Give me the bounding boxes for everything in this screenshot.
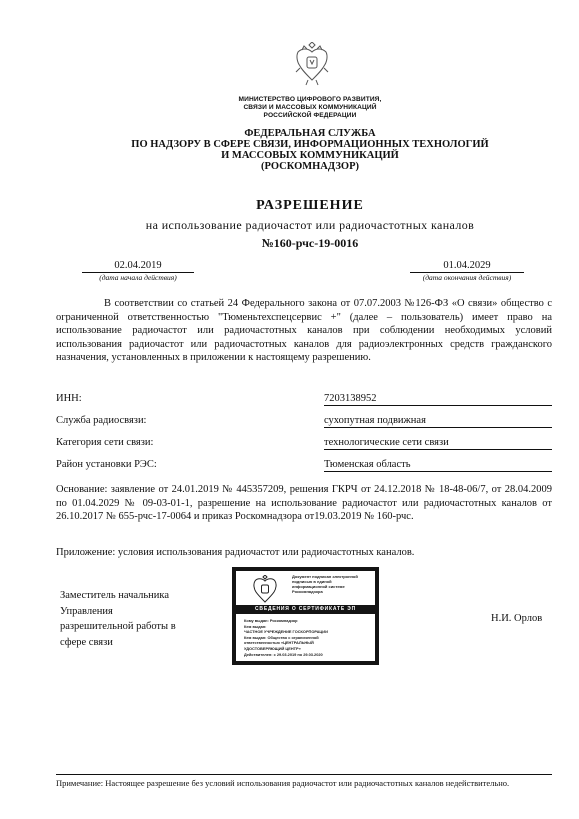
agency-line-3: И МАССОВЫХ КОММУНИКАЦИЙ — [221, 150, 399, 161]
stamp-line-7: Действителен: с 29.03.2019 по 29.03.2020 — [244, 651, 323, 657]
start-date-value: 02.04.2019 — [114, 260, 162, 271]
ministry-line-3: РОССИЙСКОЙ ФЕДЕРАЦИИ — [263, 112, 357, 119]
document-number: №160-рчс-19-0016 — [261, 236, 359, 250]
stamp-line-2: Кем выдан: — [244, 623, 267, 629]
field-label-inn: ИНН: — [56, 393, 82, 404]
signatory-name: Н.И. Орлов — [491, 613, 543, 624]
field-label-radio-service: Служба радиосвязи: — [56, 415, 147, 426]
position-line-4: сфере связи — [60, 636, 113, 648]
state-emblem-icon — [294, 42, 330, 86]
agency-line-2: ПО НАДЗОРУ В СФЕРЕ СВЯЗИ, ИНФОРМАЦИОННЫХ ТЕХНОЛОГИЙ — [131, 139, 489, 150]
stamp-line-1: Кому выдан: Роскомнадзор — [244, 618, 298, 623]
stamp-band: СВЕДЕНИЯ О СЕРТИФИКАТЕ ЭП — [236, 605, 375, 614]
field-value-network-category: технологические сети связи — [324, 436, 552, 450]
field-label-installation-area: Район установки РЭС: — [56, 459, 157, 470]
stamp-org-line-3: информационной системе — [292, 584, 345, 589]
stamp-details — [244, 618, 372, 657]
stamp-line-5: ответственностью «ЦЕНТРАЛЬНЫЙ — [244, 640, 314, 646]
end-date-value: 01.04.2029 — [443, 260, 491, 271]
position-line-2: Управления — [60, 605, 113, 617]
intro-paragraph: В соответствии со статьей 24 Федерального закона от 07.07.2003 №126-ФЗ «О связи» общество с ограниченной ответственностью "Тюменьтехспецсервис +" (далее – пользователь) имеет право на использование радиочастот или радиочастотных каналов при соблюдении необходимых условий использования радиочастот или радиочастотных каналов для радиоэлектронных средств гражданского назначения, установленных в приложении к настоящему разрешению. — [56, 298, 552, 363]
position-line-3: разрешительной работы в — [60, 621, 176, 632]
stamp-org-line-4: Роскомнадзора — [292, 589, 323, 594]
field-value-inn: 7203138952 — [324, 392, 552, 406]
footer-divider — [56, 774, 552, 775]
stamp-organization — [292, 574, 372, 594]
ministry-line-1: МИНИСТЕРСТВО ЦИФРОВОГО РАЗВИТИЯ, — [238, 96, 382, 103]
ministry-name — [150, 96, 470, 120]
stamp-org-line-1: Документ подписан электронной — [292, 574, 358, 579]
stamp-emblem-icon — [252, 575, 278, 603]
agency-line-4: (РОСКОМНАДЗОР) — [260, 161, 359, 172]
end-date-caption: (дата окончания действия) — [422, 273, 512, 282]
end-date — [410, 260, 524, 282]
document-title: РАЗРЕШЕНИЕ — [256, 198, 364, 213]
electronic-signature-stamp — [232, 567, 379, 665]
ministry-line-2: СВЯЗИ И МАССОВЫХ КОММУНИКАЦИЙ — [243, 104, 377, 111]
field-label-network-category: Категория сети связи: — [56, 437, 154, 448]
stamp-line-6: УДОСТОВЕРЯЮЩИЙ ЦЕНТР» — [244, 645, 301, 651]
basis-paragraph: Основание: заявление от 24.01.2019 № 445357209, решения ГКРЧ от 24.12.2018 № 18-48-06/7, от 28.04.2009 по 01.04.2029 № 09-03-01-1, разрешение на использование радиочастот или радиочастотных каналов от 26.10.2017 № 655-рчс-17-0064 и приказ Роскомнадзора от19.03.2019 № 160-рчс. — [56, 484, 552, 522]
stamp-inner — [236, 571, 375, 661]
start-date — [82, 260, 194, 282]
appendix-line: Приложение: условия использования радиочастот или радиочастотных каналов. — [56, 547, 415, 558]
agency-name — [80, 128, 540, 172]
agency-line-1: ФЕДЕРАЛЬНАЯ СЛУЖБА — [244, 128, 376, 139]
stamp-line-4: Кем выдан: Общество с ограниченной — [244, 634, 319, 640]
field-value-radio-service: сухопутная подвижная — [324, 414, 552, 428]
field-value-installation-area: Тюменская область — [324, 458, 552, 472]
signatory-position — [60, 588, 200, 650]
position-line-1: Заместитель начальника — [60, 590, 170, 601]
start-date-caption: (дата начала действия) — [99, 273, 177, 282]
document-subtitle: на использование радиочастот или радиочастотных каналов — [145, 218, 475, 232]
stamp-line-3: ЧАСТНОЕ УЧРЕЖДЕНИЕ ГОСКОРПОРАЦИИ — [244, 629, 328, 635]
stamp-org-line-2: подписью в единой — [292, 579, 332, 584]
footer-note: Примечание: Настоящее разрешение без условий использования радиочастот или радиочастотных каналов недействительно. — [56, 778, 510, 788]
